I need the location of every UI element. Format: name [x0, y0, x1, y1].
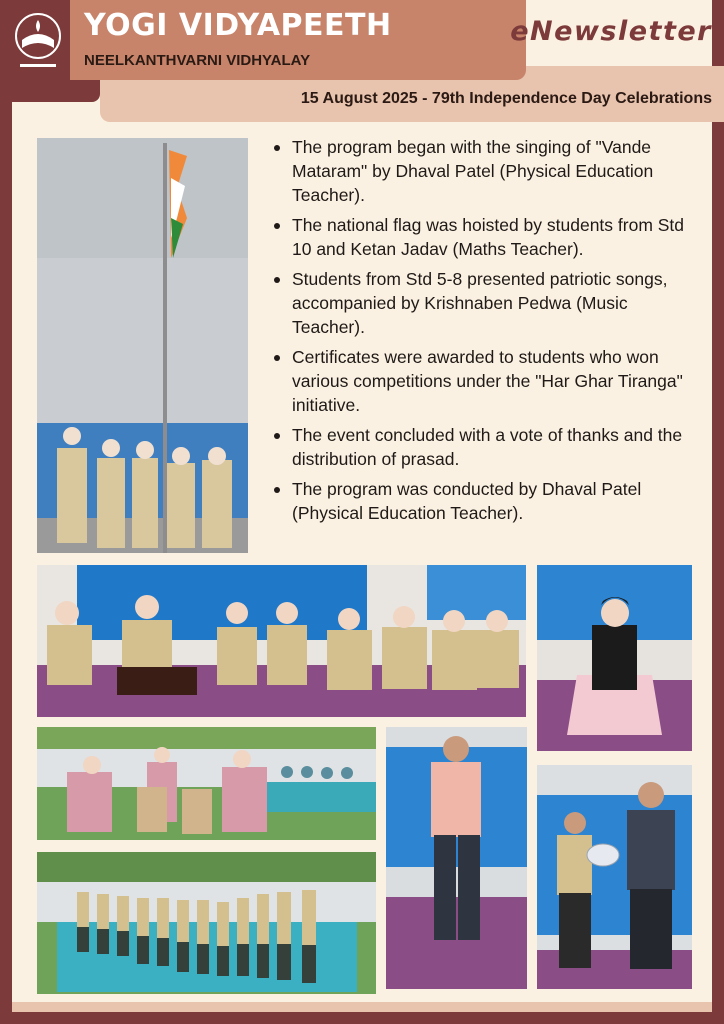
title-banner — [70, 0, 526, 80]
patriotic-songs-group-photo — [37, 565, 526, 717]
event-date-title: 15 August 2025 - 79th Independence Day Celebrations — [300, 90, 712, 107]
school-name: YOGI VIDYAPEETH — [84, 8, 392, 43]
newsletter-label-block — [510, 0, 724, 66]
list-item: Certificates were awarded to students who won various competitions under the "Har Ghar Tiranga" initiative. — [270, 345, 700, 417]
flag-hoisting-photo — [37, 138, 248, 553]
bullet-icon — [274, 277, 280, 283]
teacher-speaking-photo — [386, 727, 527, 989]
right-border — [712, 0, 724, 1024]
school-logo-icon — [12, 10, 64, 76]
left-border — [0, 0, 12, 1024]
students-assembly-photo — [37, 852, 376, 994]
list-item: The national flag was hoisted by students from Std 10 and Ketan Jadav (Maths Teacher). — [270, 213, 700, 261]
bullet-icon — [274, 355, 280, 361]
bullet-icon — [274, 145, 280, 151]
list-item: Students from Std 5-8 presented patriotic songs, accompanied by Krishnaben Pedwa (Music Teacher). — [270, 267, 700, 339]
bullet-icon — [274, 223, 280, 229]
event-highlights-list — [270, 135, 700, 531]
girl-singing-photo — [537, 565, 692, 751]
audience-teachers-photo — [37, 727, 376, 840]
certificate-award-photo — [537, 765, 692, 989]
list-item: The program began with the singing of "Vande Mataram" by Dhaval Patel (Physical Education Teacher). — [270, 135, 700, 207]
bullet-icon — [274, 487, 280, 493]
list-item: The event concluded with a vote of thanks and the distribution of prasad. — [270, 423, 700, 471]
bullet-icon — [274, 433, 280, 439]
bottom-band — [12, 1002, 712, 1012]
list-item: The program was conducted by Dhaval Patel (Physical Education Teacher). — [270, 477, 700, 525]
school-subtitle: NEELKANTHVARNI VIDHYALAY — [84, 52, 311, 69]
bottom-border — [0, 1012, 724, 1024]
newsletter-label: eNewsletter — [510, 16, 712, 47]
